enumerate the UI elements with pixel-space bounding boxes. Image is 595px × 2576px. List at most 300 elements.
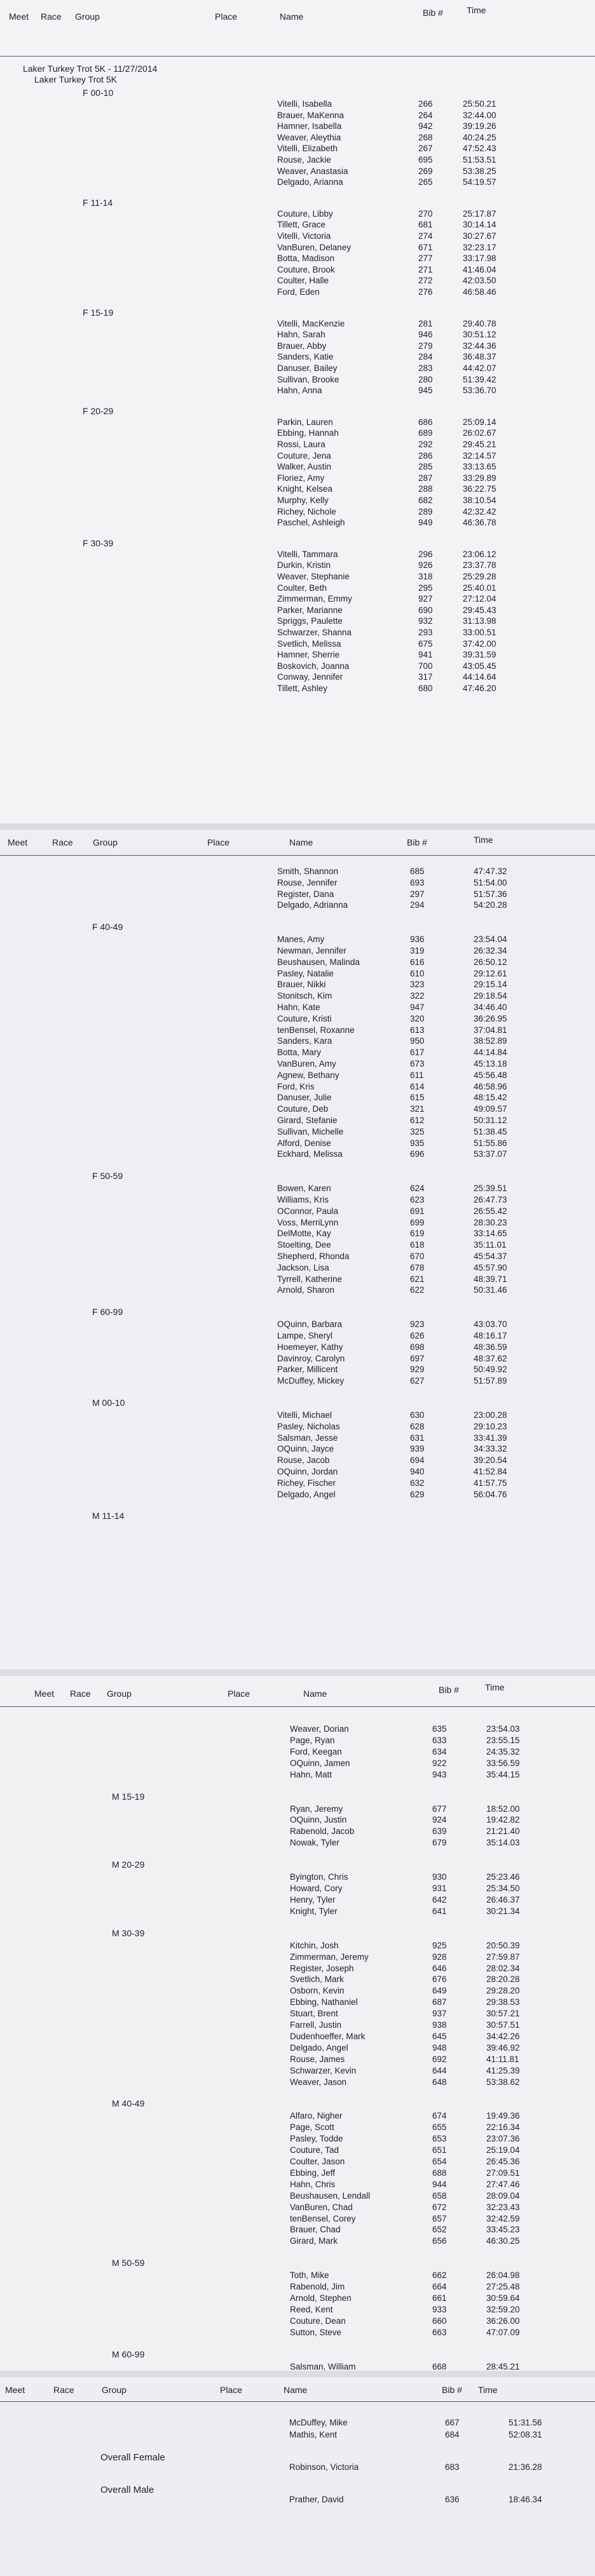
bib-number: 950 (410, 1036, 425, 1046)
runner-name: Robinson, Victoria (289, 2462, 359, 2472)
result-row (0, 2225, 595, 2236)
header-bib: Bib # (442, 2385, 462, 2395)
runner-name: Danuser, Julie (277, 1093, 332, 1103)
bib-number: 947 (410, 1002, 425, 1012)
bib-number: 662 (432, 2270, 447, 2281)
runner-name: Sanders, Katie (277, 352, 334, 362)
finish-time: 29:10.23 (474, 1421, 507, 1431)
result-row (0, 2077, 595, 2089)
result-row (0, 1149, 595, 1161)
result-row (0, 1365, 595, 1376)
result-row (0, 243, 595, 254)
runner-name: Hahn, Sarah (277, 330, 325, 340)
finish-time: 25:50.21 (463, 99, 496, 109)
finish-time: 36:26.00 (486, 2316, 520, 2326)
runner-name: OQuinn, Justin (290, 1815, 347, 1825)
runner-name: Rouse, Jennifer (277, 877, 338, 887)
runner-name: Richey, Fischer (277, 1478, 336, 1488)
finish-time: 29:28.20 (486, 1986, 520, 1996)
finish-time: 28:30.23 (474, 1217, 507, 1227)
bib-number: 949 (418, 518, 433, 528)
runner-name: Zimmerman, Jeremy (290, 1952, 369, 1962)
result-row (0, 2202, 595, 2214)
finish-time: 30:27.67 (463, 231, 496, 241)
finish-time: 24:35.32 (486, 1746, 520, 1757)
header-place: Place (220, 2385, 243, 2395)
result-row (0, 2134, 595, 2145)
finish-time: 53:37.07 (474, 1149, 507, 1159)
finish-time: 41:46.04 (463, 264, 496, 274)
finish-time: 29:15.14 (474, 980, 507, 990)
bib-number: 939 (410, 1444, 425, 1454)
result-row (0, 628, 595, 639)
runner-name: Brauer, MaKenna (277, 110, 345, 120)
bib-number: 942 (418, 121, 433, 131)
bib-number: 674 (432, 2111, 447, 2121)
header-meet: Meet (5, 2385, 25, 2395)
finish-time: 29:45.43 (463, 605, 496, 615)
result-row (0, 1183, 595, 1195)
finish-time: 42:03.50 (463, 276, 496, 286)
runner-name: Rabenold, Jacob (290, 1826, 355, 1837)
result-row (0, 1884, 595, 1895)
bib-number: 685 (410, 867, 425, 876)
finish-time: 33:00.51 (463, 628, 496, 637)
result-row (0, 99, 595, 111)
runner-name: Nowak, Tyler (290, 1838, 339, 1848)
finish-time: 26:46.37 (486, 1894, 520, 1905)
bib-number: 284 (418, 352, 433, 362)
result-row (0, 133, 595, 144)
result-row (0, 1455, 595, 1467)
bib-number: 930 (432, 1872, 447, 1882)
finish-time: 33:14.65 (474, 1229, 507, 1239)
finish-time: 53:38.25 (463, 166, 496, 176)
finish-time: 23:00.28 (474, 1410, 507, 1420)
bib-number: 644 (432, 2065, 447, 2075)
finish-time: 37:04.81 (474, 1025, 507, 1035)
bib-number: 680 (418, 684, 433, 693)
bib-number: 928 (432, 1952, 447, 1962)
group-label: F 15-19 (83, 307, 114, 318)
finish-time: 26:04.98 (486, 2270, 520, 2281)
bib-number: 683 (445, 2462, 460, 2472)
bib-number: 648 (432, 2077, 447, 2087)
bib-number: 610 (410, 968, 425, 978)
bib-number: 645 (432, 2031, 447, 2041)
runner-name: Hahn, Kate (277, 1002, 320, 1012)
bib-number: 612 (410, 1116, 425, 1125)
result-row (0, 209, 595, 220)
finish-time: 25:17.87 (463, 208, 496, 219)
finish-time: 41:52.84 (474, 1467, 507, 1476)
bib-number: 940 (410, 1467, 425, 1476)
runner-name: Sanders, Kara (277, 1036, 332, 1046)
finish-time: 46:58.46 (463, 287, 496, 297)
bib-number: 944 (432, 2179, 447, 2189)
result-row (0, 1376, 595, 1387)
runner-name: Page, Ryan (290, 1735, 335, 1745)
runner-name: Vitelli, Elizabeth (277, 144, 338, 154)
group-label: M 60-99 (112, 2349, 145, 2359)
finish-time: 21:21.40 (486, 1826, 520, 1837)
bib-number: 323 (410, 980, 425, 990)
runner-name: Botta, Madison (277, 253, 335, 264)
finish-time: 54:19.57 (463, 177, 496, 187)
runner-name: Beushausen, Malinda (277, 957, 360, 967)
runner-name: Newman, Jennifer (277, 946, 346, 955)
bib-number: 621 (410, 1274, 425, 1284)
finish-time: 45:54.37 (474, 1251, 507, 1261)
result-row (0, 2270, 595, 2282)
runner-name: Weaver, Aleythia (277, 132, 341, 142)
group-label: F 40-49 (92, 922, 123, 933)
runner-name: Delgado, Adrianna (277, 900, 348, 910)
runner-name: Hahn, Anna (277, 386, 322, 396)
runner-name: Weaver, Dorian (290, 1724, 349, 1734)
finish-time: 30:14.14 (463, 220, 496, 230)
finish-time: 26:55.42 (474, 1206, 507, 1216)
header-name: Name (284, 2385, 308, 2395)
result-row (0, 177, 595, 189)
runner-name: OQuinn, Barbara (277, 1319, 343, 1330)
finish-time: 25:39.51 (474, 1183, 507, 1194)
finish-time: 32:59.20 (486, 2304, 520, 2314)
runner-name: Lampe, Sheryl (277, 1331, 333, 1340)
result-row (0, 518, 595, 529)
bib-number: 694 (410, 1455, 425, 1466)
runner-name: Rossi, Laura (277, 440, 325, 449)
runner-name: OQuinn, Jayce (277, 1444, 334, 1454)
runner-name: tenBensel, Roxanne (277, 1025, 355, 1035)
result-row (0, 1444, 595, 1455)
result-row (0, 341, 595, 353)
header-meet: Meet (8, 837, 28, 847)
bib-number: 646 (432, 1963, 447, 1973)
runner-name: Pasley, Natalie (277, 968, 334, 978)
finish-time: 33:13.65 (463, 462, 496, 472)
finish-time: 26:45.36 (486, 2157, 520, 2166)
finish-time: 27:09.51 (486, 2168, 520, 2178)
result-row (0, 672, 595, 684)
race-title: Laker Turkey Trot 5K (34, 74, 117, 84)
group-label: Overall Male (100, 2485, 154, 2495)
bib-number: 931 (432, 1884, 447, 1893)
finish-time: 22:16.34 (486, 2122, 520, 2133)
bib-number: 684 (445, 2430, 460, 2439)
header-bib: Bib # (407, 837, 427, 847)
result-row (0, 1478, 595, 1490)
finish-time: 19:49.36 (486, 2111, 520, 2121)
finish-time: 41:25.39 (486, 2065, 520, 2075)
runner-name: Manes, Amy (277, 934, 325, 945)
result-row (0, 2122, 595, 2134)
runner-name: Paschel, Ashleigh (277, 518, 345, 528)
bib-number: 632 (410, 1478, 425, 1488)
bib-number: 927 (418, 594, 433, 604)
finish-time: 47:52.43 (463, 144, 496, 154)
bib-number: 682 (418, 496, 433, 505)
result-row (0, 2009, 595, 2020)
bib-number: 627 (410, 1376, 425, 1386)
bib-number: 280 (418, 374, 433, 384)
finish-time: 38:10.54 (463, 496, 496, 505)
header-meet: Meet (34, 1689, 55, 1699)
runner-name: tenBensel, Corey (290, 2213, 356, 2223)
bib-number: 678 (410, 1262, 425, 1272)
runner-name: Couture, Tad (290, 2145, 339, 2155)
bib-number: 628 (410, 1421, 425, 1431)
result-row (0, 1195, 595, 1206)
bib-number: 938 (432, 2020, 447, 2030)
runner-name: Hamner, Isabella (277, 121, 342, 131)
runner-name: Pasley, Nicholas (277, 1421, 340, 1431)
result-row (0, 1025, 595, 1037)
runner-name: Weaver, Stephanie (277, 572, 350, 581)
column-header (0, 5, 595, 30)
result-row (0, 550, 595, 561)
result-row (0, 1490, 595, 1501)
result-row (0, 684, 595, 695)
result-row (0, 1736, 595, 1747)
result-row (0, 2032, 595, 2043)
bib-number: 611 (410, 1070, 424, 1080)
result-row (0, 650, 595, 661)
runner-name: OQuinn, Jordan (277, 1467, 338, 1476)
result-row (0, 2305, 595, 2316)
bib-number: 686 (418, 417, 433, 427)
bib-number: 668 (432, 2361, 447, 2371)
bib-number: 651 (432, 2145, 447, 2155)
bib-number: 631 (410, 1433, 425, 1443)
bib-number: 690 (418, 605, 433, 615)
bib-number: 279 (418, 341, 433, 351)
runner-name: Boskovich, Joanna (277, 661, 350, 671)
result-row (0, 1422, 595, 1433)
result-row (0, 889, 595, 901)
result-row (0, 2328, 595, 2339)
finish-time: 40:24.25 (463, 132, 496, 142)
runner-name: Schwarzer, Kevin (290, 2065, 357, 2075)
finish-time: 51:55.86 (474, 1138, 507, 1148)
result-row (0, 991, 595, 1002)
result-row (0, 867, 595, 878)
result-row (0, 572, 595, 583)
runner-name: Coulter, Beth (277, 583, 327, 593)
finish-time: 34:42.26 (486, 2031, 520, 2041)
finish-time: 25:09.14 (463, 417, 496, 427)
finish-time: 32:44.00 (463, 110, 496, 120)
runner-name: Parkin, Lauren (277, 417, 333, 427)
group-label: M 11-14 (92, 1511, 125, 1521)
bib-number: 633 (432, 1735, 447, 1745)
bib-number: 293 (418, 628, 433, 637)
bib-number: 649 (432, 1986, 447, 1996)
runner-name: Shepherd, Rhonda (277, 1251, 350, 1261)
runner-name: Page, Scott (290, 2122, 334, 2133)
bib-number: 929 (410, 1365, 425, 1375)
result-row (0, 1354, 595, 1365)
runner-name: Eckhard, Melissa (277, 1149, 343, 1159)
finish-time: 50:31.46 (474, 1285, 507, 1295)
header-meet: Meet (9, 11, 29, 22)
results-page-4 (0, 2377, 595, 2576)
finish-time: 26:47.73 (474, 1195, 507, 1204)
header-name: Name (280, 11, 304, 22)
finish-time: 41:57.75 (474, 1478, 507, 1488)
bib-number: 687 (432, 1997, 447, 2007)
finish-time: 30:51.12 (463, 330, 496, 340)
finish-time: 39:46.92 (486, 2042, 520, 2053)
results-page-3 (0, 1676, 595, 2371)
result-row (0, 1263, 595, 1274)
runner-name: Mathis, Kent (289, 2430, 338, 2439)
result-row (0, 605, 595, 617)
finish-time: 27:47.46 (486, 2179, 520, 2189)
runner-name: Svetlich, Melissa (277, 638, 341, 649)
header-name: Name (303, 1689, 327, 1699)
result-row (0, 1770, 595, 1781)
result-row (0, 2157, 595, 2168)
bib-number: 923 (410, 1319, 425, 1330)
bib-number: 639 (432, 1826, 447, 1837)
finish-time: 29:18.54 (474, 991, 507, 1001)
runner-name: Couture, Brook (277, 264, 335, 274)
runner-name: Byington, Chris (290, 1872, 348, 1882)
result-row (0, 560, 595, 572)
runner-name: Arnold, Stephen (290, 2293, 352, 2303)
runner-name: Rouse, James (290, 2054, 345, 2064)
result-row (0, 594, 595, 605)
header-bib: Bib # (423, 8, 443, 18)
runner-name: Vitelli, Victoria (277, 231, 331, 241)
runner-name: Vitelli, MacKenzie (277, 318, 345, 328)
runner-name: Sullivan, Brooke (277, 374, 339, 384)
result-row (0, 2111, 595, 2122)
bib-number: 661 (432, 2293, 447, 2303)
bib-number: 295 (418, 583, 433, 593)
finish-time: 42:32.42 (463, 506, 496, 516)
finish-time: 27:59.87 (486, 1952, 520, 1962)
result-row (0, 2054, 595, 2066)
result-row (0, 220, 595, 231)
runner-name: OConnor, Paula (277, 1206, 339, 1216)
bib-number: 941 (418, 650, 433, 660)
runner-name: Brauer, Nikki (277, 980, 326, 990)
group-label: M 50-59 (112, 2258, 145, 2269)
bib-number: 679 (432, 1838, 447, 1848)
runner-name: Couture, Kristi (277, 1013, 332, 1023)
bib-number: 693 (410, 877, 425, 887)
runner-name: Brauer, Abby (277, 341, 327, 351)
result-row (0, 1331, 595, 1342)
runner-name: Bowen, Karen (277, 1183, 331, 1194)
runner-name: VanBuren, Amy (277, 1059, 336, 1069)
bib-number: 932 (418, 616, 433, 626)
result-row (0, 1093, 595, 1104)
bib-number: 657 (432, 2213, 447, 2223)
bib-number: 322 (410, 991, 425, 1001)
result-row (0, 1240, 595, 1251)
runner-name: Vitelli, Michael (277, 1410, 332, 1420)
result-row (0, 231, 595, 243)
bib-number: 289 (418, 506, 433, 516)
bib-number: 656 (432, 2236, 447, 2246)
result-row (0, 2020, 595, 2032)
bib-number: 285 (418, 462, 433, 472)
meet-title: Laker Turkey Trot 5K - 11/27/2014 (23, 64, 158, 74)
result-row (0, 1433, 595, 1445)
bib-number: 319 (410, 946, 425, 955)
runner-name: Botta, Mary (277, 1048, 322, 1058)
finish-time: 51:57.89 (474, 1376, 507, 1386)
bib-number: 277 (418, 253, 433, 264)
runner-name: Delgado, Angel (277, 1489, 336, 1499)
result-row (0, 2316, 595, 2328)
finish-time: 39:20.54 (474, 1455, 507, 1466)
runner-name: Pasley, Todde (290, 2134, 343, 2144)
finish-time: 45:13.18 (474, 1059, 507, 1069)
bib-number: 276 (418, 287, 433, 297)
runner-name: Stuart, Brent (290, 2009, 338, 2019)
finish-time: 32:14.57 (463, 450, 496, 461)
finish-time: 50:49.92 (474, 1365, 507, 1375)
result-row (0, 2462, 595, 2474)
finish-time: 33:41.39 (474, 1433, 507, 1443)
result-row (0, 878, 595, 889)
runner-name: Knight, Tyler (290, 1906, 338, 1916)
results-page-1 (0, 0, 595, 823)
bib-number: 696 (410, 1149, 425, 1159)
finish-time: 48:36.59 (474, 1342, 507, 1352)
group-label: M 00-10 (92, 1398, 125, 1408)
finish-time: 32:42.59 (486, 2213, 520, 2223)
result-row (0, 1952, 595, 1964)
finish-time: 44:42.07 (463, 363, 496, 373)
runner-name: Hahn, Chris (290, 2179, 336, 2189)
bib-number: 673 (410, 1059, 425, 1069)
bib-number: 948 (432, 2042, 447, 2053)
result-row (0, 1906, 595, 1918)
finish-time: 28:09.04 (486, 2190, 520, 2201)
runner-name: Toth, Mike (290, 2270, 329, 2281)
finish-time: 44:14.84 (474, 1048, 507, 1058)
finish-time: 30:57.51 (486, 2020, 520, 2030)
group-label: M 40-49 (112, 2098, 145, 2109)
runner-name: Register, Dana (277, 889, 334, 899)
group-label: F 11-14 (83, 197, 113, 208)
bib-number: 267 (418, 144, 433, 154)
bib-number: 629 (410, 1489, 425, 1499)
result-row (0, 2168, 595, 2180)
finish-time: 48:37.62 (474, 1353, 507, 1363)
finish-time: 23:07.36 (486, 2134, 520, 2144)
finish-time: 33:45.23 (486, 2225, 520, 2235)
finish-time: 32:23.17 (463, 242, 496, 252)
result-row (0, 957, 595, 969)
finish-time: 23:54.04 (474, 934, 507, 945)
bib-number: 698 (410, 1342, 425, 1352)
result-row (0, 1815, 595, 1826)
finish-time: 35:14.03 (486, 1838, 520, 1848)
result-row (0, 639, 595, 651)
runner-name: Register, Joseph (290, 1963, 354, 1973)
finish-time: 18:52.00 (486, 1804, 520, 1814)
runner-name: Kitchin, Josh (290, 1940, 339, 1950)
result-row (0, 111, 595, 122)
finish-time: 32:44.36 (463, 341, 496, 351)
finish-time: 26:32.34 (474, 946, 507, 955)
